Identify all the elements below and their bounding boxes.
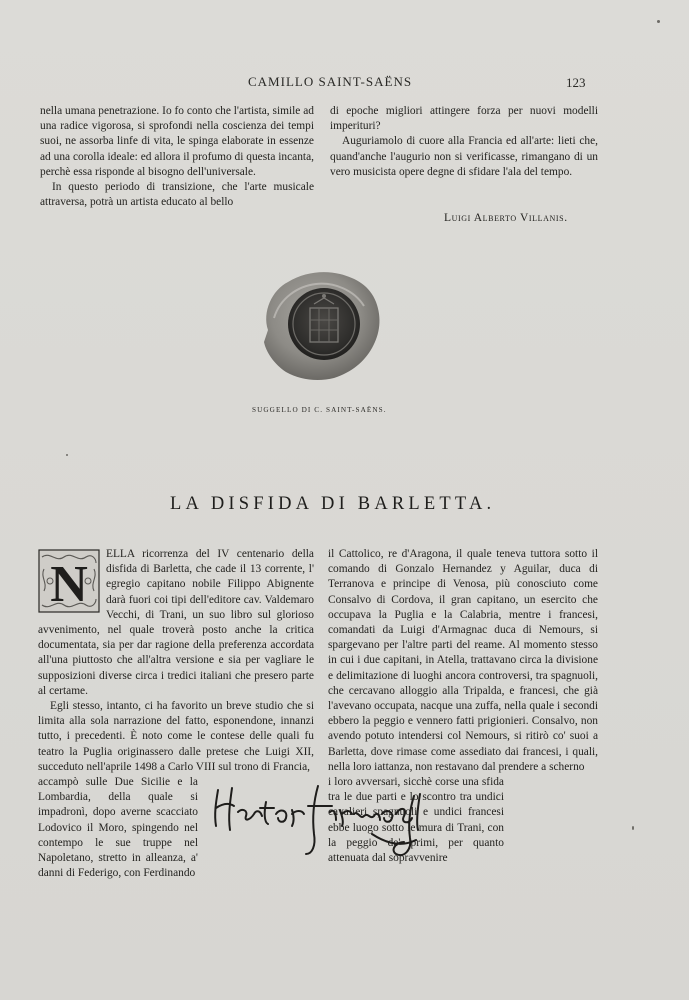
previous-article-right-column <box>330 104 598 180</box>
wax-seal-image <box>258 268 384 384</box>
previous-article-left-column <box>40 104 314 210</box>
paragraph: il Cattolico, re d'Aragona, il quale teneva tuttora sotto il comando di Gonzalo Hernandez y Aguilar, duca di Terranova e principe di Venosa, più conosciuto come Consalvo di Cordova, il gran capitano, un esercito che occupava la Puglia e la Calabria, mentre i francesi, comandati da Luigi d'Armagnac duca di Nemours, si spargevano per l'altre parti del reame. Al momento stesso in cui i due capitani, in Atella, trattavano circa la divisione e delimitazione di luoghi ancora controversi, tra spagnuoli, che cercavano alloggio alla Tripalda, e francesi, che già l'avevano occupata, nacque una zuffa, nella quale i secondi ebbero la peggio e vennero fatti prigionieri. Consalvo, non avendo potuto intendersi col Nemours, si ritirò co' suoi a Barletta, dove rimase come assediato dai francesi, i quali, nella loro iattanza, non restavano dal prendere a scherno <box>328 548 598 773</box>
drop-cap-letter: N <box>50 556 88 613</box>
seal-caption: SUGGELLO DI C. SAINT-SAËNS. <box>252 406 387 414</box>
paragraph-wrapped: accampò sulle Due Sicilie e la Lombardia, della quale si impadronì, dopo averne scacciato Lodovico il Moro, spingendo nel contempo le sue truppe nel Napoletano, stretto in alleanza, a' danni di Federigo, con Ferdinando <box>38 776 198 880</box>
ornamental-drop-cap <box>38 549 100 613</box>
paragraph: Egli stesso, intanto, ci ha favorito un breve studio che si limita alla sola narrazione del fatto, esponendone, innanzi tutto, i precedenti. È noto come le contese delle quali fu teatro la Puglia originassero dalle pretese che Luigi XII, succeduto nell'aprile 1498 a Carlo VIII sul trono di Francia, <box>38 700 314 773</box>
paragraph-wrapped: i loro avversari, sicchè corse una sfida tra le due parti e lo scontro tra undici cavalieri spagnuoli e undici francesi ebbe luogo sotto le mura di Trani, con la peggio de' primi, per quanto attenuata dal sopravvenire <box>328 776 504 865</box>
page-number: 123 <box>566 75 586 90</box>
paragraph: Auguriamolo di cuore alla Francia ed all'arte: lieti che, quand'anche l'augurio non si verificasse, rimangano di un vero musicista opere degne di sfidare l'ala del tempo. <box>330 135 598 178</box>
paper-speck <box>66 454 68 456</box>
article-title: LA DISFIDA DI BARLETTA. <box>170 494 496 514</box>
paragraph: ELLA ricorrenza del IV centenario della disfida di Barletta, che cade il 13 corrente, l' egregio capitano nobile Filippo Abignente darà fuori coi tipi dell'editore cav. Valdemaro Vecchi, di Trani, un suo libro sul glorioso avvenimento, nel quale troverà posto anche la critica documentata, sia per dar ragione della preferenza accordata all'una piuttosto che all'altra versione e sia per vagliare le supposizioni diverse circa i tredici italiani che presero parte al certame. <box>38 548 314 697</box>
running-head: CAMILLO SAINT-SAËNS <box>248 74 413 89</box>
hector-fieramosca-autograph-image <box>204 768 436 864</box>
paper-speck <box>657 20 660 23</box>
paper-speck <box>632 826 634 830</box>
paragraph: nella umana penetrazione. Io fo conto che l'artista, simile ad una radice vigorosa, si sprofondi nella coscienza dei tempi suoi, ne assorba linfe di vita, le spinga elaborate in essenze ad una corolla ideale: ed allora il profumo di questa incanta, perchè essa risponde al bisogno dell'universale. <box>40 105 314 178</box>
paragraph: di epoche migliori attingere forza per nuovi modelli imperituri? <box>330 105 598 133</box>
author-signature: Luigi Alberto Villanis. <box>444 212 568 224</box>
paragraph: In questo periodo di transizione, che l'arte musicale attraversa, potrà un artista educato al bello <box>40 181 314 209</box>
